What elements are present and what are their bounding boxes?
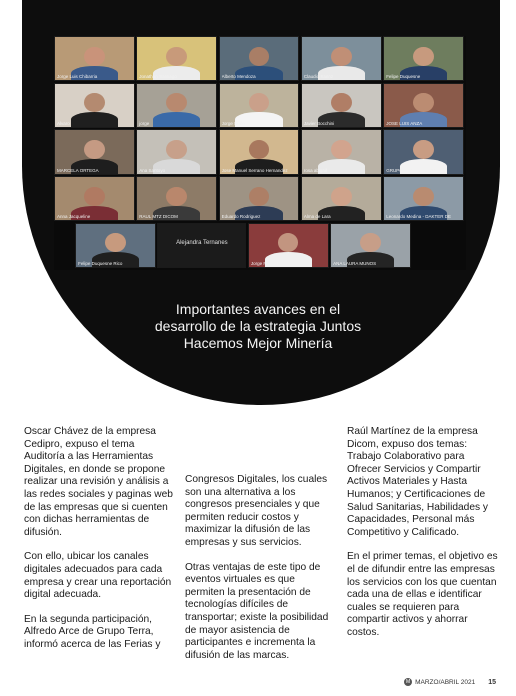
participant-face: [331, 93, 351, 112]
participant-tile: [54, 176, 135, 221]
participant-face: [413, 47, 433, 66]
participant-face: [249, 93, 269, 112]
paragraph: Raúl Martínez de la empresa Dicom, expuso dos temas: Trabajo Colaborativo para Ofrecer Servicios y Compartir Activos Materiales y Hasta Humanos; y Certificaciones de Salud Sanitarias, Habilidades y Capacidades, Personal más Competitivo y Calificado.: [347, 426, 489, 538]
participant-name: Alvaro: [57, 120, 70, 126]
participant-name: Jorge PAIL SRTIA: [250, 260, 288, 266]
issue-date: MARZO/ABRIL 2021: [415, 678, 476, 686]
participant-face: [413, 187, 433, 206]
participant-face: [166, 47, 186, 66]
paragraph: Otras ventajas de este tipo de eventos virtuales es que permiten la presentación de tecnologías difíciles de transportar; existe la posibilidad de mayor asistencia de participantes e incrementa la difusión de las marcas.: [185, 561, 329, 661]
participant-face: [249, 47, 269, 66]
active-speaker-tile: [157, 223, 246, 268]
participant-face: [166, 93, 186, 112]
participant-name: Felipe Duquesne: [386, 74, 421, 80]
magazine-logo-icon: M: [406, 679, 411, 685]
participant-face: [84, 47, 104, 66]
participant-tile: [136, 83, 217, 128]
participant-tile: [54, 36, 135, 81]
participant-tile: [301, 129, 382, 174]
video-call-grid: [54, 36, 466, 270]
participant-name: Eduardo Rodriguez: [221, 214, 261, 220]
participant-name: GRUPO EL GENTRAZO: [386, 167, 436, 173]
participant-tile: [219, 176, 300, 221]
participant-name: Leonardo Medina - DAKTER DE: [386, 214, 451, 220]
participant-name: Alma de Lara: [303, 214, 331, 220]
participant-name: Felipe Duquesne Rico: [78, 260, 123, 266]
participant-face: [166, 187, 186, 206]
participant-face: [360, 233, 380, 252]
participant-name: Jose Manuel Serrano Hernandez: [221, 167, 288, 173]
participant-name: Anna Jacqueline: [57, 214, 91, 220]
page-number: 15: [488, 678, 496, 686]
participant-name: Jonathan Santiago: [139, 74, 177, 80]
article-column-2: [185, 474, 335, 674]
participant-name: jorge: [139, 120, 150, 126]
participant-tile: [383, 129, 464, 174]
article-title: Importantes avances en el desarrollo de la estrategia Juntos Hacemos Mejor Minería: [154, 301, 362, 351]
participant-name: RAUL MTZ DICOM: [139, 214, 178, 220]
participant-name: MARCELA ORTEGA: [57, 167, 99, 173]
participant-face: [331, 187, 351, 206]
participant-face: [249, 140, 269, 159]
participant-tile: [219, 129, 300, 174]
participant-tile: [54, 83, 135, 128]
participant-face: [84, 140, 104, 159]
participant-face: [84, 187, 104, 206]
participant-face: [278, 233, 298, 252]
participant-name: Javier Bocchini: [303, 120, 335, 126]
article-column-3: [347, 426, 499, 652]
participant-face: [166, 140, 186, 159]
page-footer: [404, 678, 496, 686]
participant-face: [413, 140, 433, 159]
paragraph: Oscar Chávez de la empresa Cedipro, expuso el tema Auditoría a las Herramientas Digitales, en donde se propone realizar una revisión y análisis a las redes sociales y paginas web de las empresas que si cuenten con dichas herramientas de difusión.: [24, 426, 173, 538]
participant-name: Jorge Luis Chibarria: [57, 74, 98, 80]
participant-name: Jorge Nuño: [221, 120, 245, 126]
participant-tile: [75, 223, 156, 268]
active-speaker-name: Alejandra Ternanes: [176, 240, 228, 247]
paragraph: En la segunda participación, Alfredo Arce de Grupo Terra, informó acerca de las Ferias y: [24, 613, 161, 650]
participant-name: JOSE LUIS ANZA: [386, 120, 423, 126]
participant-name: Alberto Mendoza: [221, 74, 256, 80]
participant-tile: [383, 36, 464, 81]
participant-tile: [219, 36, 300, 81]
paragraph: En el primer temas, el objetivo es el de difundir entre las empresas los servicios con los que cuentan cada una de ellas e identificar cuales se requieren para compartir activos y ahorrar costos.: [347, 551, 498, 638]
participant-tile: [54, 129, 135, 174]
participant-face: [331, 140, 351, 159]
participant-tile: [136, 176, 217, 221]
participant-face: [331, 47, 351, 66]
participant-name: Ana Santoyo: [139, 167, 166, 173]
article-column-1: [24, 426, 174, 664]
participant-face: [413, 93, 433, 112]
participant-tile: [301, 83, 382, 128]
paragraph: Con ello, ubicar los canales digitales adecuados para cada empresa y crear una reportación digital adecuada.: [24, 551, 172, 601]
participant-face: [84, 93, 104, 112]
participant-tile: [330, 223, 411, 268]
participant-tile: [301, 176, 382, 221]
participant-name: Claudio Saenz: [303, 74, 334, 80]
participant-face: [249, 187, 269, 206]
participant-tile: [136, 129, 217, 174]
participant-face: [105, 233, 125, 252]
participant-name: rosa abigail: [303, 167, 327, 173]
participant-tile: [383, 176, 464, 221]
participant-tile: [301, 36, 382, 81]
participant-tile: [136, 36, 217, 81]
participant-tile: [248, 223, 329, 268]
participant-name: ANA LAURA MUNOS: [333, 260, 377, 266]
paragraph: Congresos Digitales, los cuales son una alternativa a los congresos presenciales y que permiten reducir costos y maximizar la difusión de las empresas y sus servicios.: [185, 474, 328, 548]
participant-tile: [219, 83, 300, 128]
participant-tile: [383, 83, 464, 128]
